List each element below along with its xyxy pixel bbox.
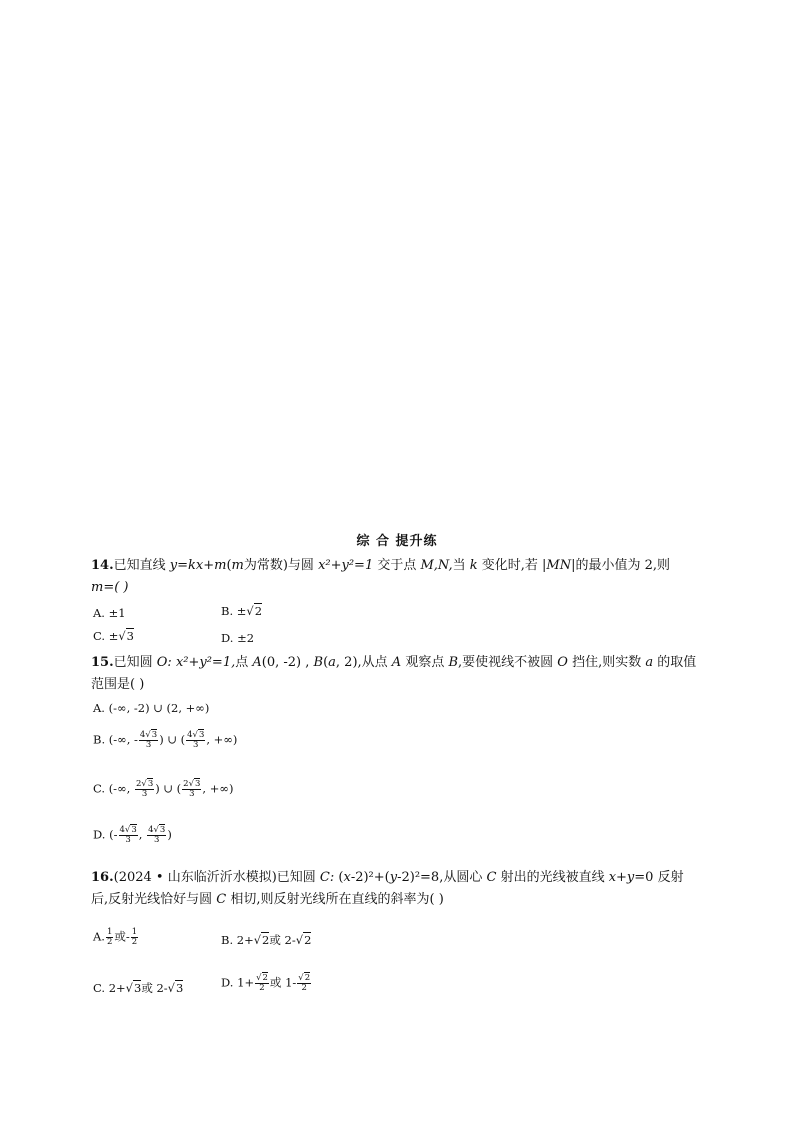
q15-A: A [252, 655, 262, 670]
frac-num: 1 [106, 927, 113, 937]
fraction: $\frac{4√3}{3}$ [187, 730, 205, 750]
q15-text-b: 点 [235, 655, 253, 670]
q15-a: a [328, 655, 336, 670]
frac-num: 2 [135, 779, 142, 789]
q16-number: 16. [91, 870, 114, 885]
q16-c-a: C. 2+ [93, 981, 126, 995]
q16-option-d [221, 974, 312, 993]
frac-den: 2 [259, 983, 265, 993]
q16-a-mid: 或- [114, 929, 130, 944]
sqrt-icon: √2 [246, 604, 263, 618]
q15-A2: A [391, 655, 402, 670]
q15-number: 15. [91, 655, 114, 670]
q16-d-a: D. 1+ [221, 975, 255, 990]
q14-text-f: 变化时,若 [477, 558, 543, 573]
fraction: $\frac{2√3}{3}$ [183, 779, 201, 799]
fraction: $\frac{4√3}{3}$ [139, 730, 158, 750]
q15-option-b [93, 731, 237, 750]
section-title: 综 合 提升练 [356, 534, 438, 549]
frac-den: 3 [125, 835, 131, 845]
q15-text-i: 的取值 [653, 655, 697, 670]
q14-option-b [221, 604, 262, 618]
q15-b-a: B. (-∞, - [93, 732, 138, 747]
frac-rad: 3 [131, 825, 137, 835]
q15-line1 [91, 653, 696, 673]
frac-num: 4 [139, 730, 146, 740]
frac-num: 4 [148, 825, 154, 835]
q16-text-b: ( [334, 870, 344, 885]
frac-rad: 3 [198, 730, 205, 740]
frac-rad: 3 [147, 779, 154, 789]
sqrt-icon: √2 [253, 933, 270, 947]
q14-text-b: ( [226, 558, 232, 573]
q15-text-f: 观察点 [401, 655, 449, 670]
q15-d-b: , [138, 827, 147, 842]
q16-d-b: 或 1- [269, 975, 297, 990]
rad: 2 [304, 933, 312, 947]
q15-d-c: ) [167, 827, 172, 842]
q14-line1 [91, 556, 670, 576]
sqrt-icon: √2 [295, 933, 312, 947]
frac-num: 4 [119, 825, 125, 835]
q15-text-h: 挡住,则实数 [567, 655, 646, 670]
q15-circle-eq: x²+y²=1, [171, 655, 236, 670]
q15-B: B [313, 655, 324, 670]
frac-den: 3 [145, 740, 152, 750]
frac-num: 1 [131, 927, 138, 937]
q16-text-a: (2024 • 山东临沂沂水模拟)已知圆 [113, 870, 320, 885]
q14-c-rad: 3 [126, 629, 134, 643]
q15-text-e: , 2),从点 [335, 655, 392, 670]
frac-den: 2 [106, 937, 113, 947]
frac-den: 2 [301, 983, 307, 993]
fraction: $\frac{4√3}{3}$ [119, 825, 137, 845]
q15-c-a: C. (-∞, [93, 781, 134, 796]
q16-C2: C [486, 870, 497, 885]
q16-text-d: -2)²=8,从圆心 [397, 870, 487, 885]
frac-num: 4 [187, 730, 193, 740]
rad: 3 [133, 981, 142, 995]
q16-text-c: -2)²+( [350, 870, 390, 885]
q16-line2 [91, 890, 444, 910]
q15-option-c [93, 780, 233, 799]
frac-den: 3 [141, 789, 148, 799]
q14-points: M,N, [420, 558, 453, 573]
q16-c-b: 或 2- [141, 981, 168, 995]
q14-c-text: C. ± [93, 629, 119, 643]
q14-text-c: 为常数)与圆 [243, 558, 319, 573]
frac-rad: 3 [151, 730, 158, 740]
fraction: $\frac{2√3}{3}$ [135, 779, 154, 799]
fraction: $\frac{4√3}{3}$ [148, 825, 166, 845]
q14-abs: |MN| [542, 558, 576, 573]
frac-rad: 3 [195, 779, 201, 789]
q14-text-g: 的最小值为 2,则 [575, 558, 671, 573]
q16-line1 [91, 868, 684, 888]
q14-option-a: A. ±1 [93, 606, 126, 620]
frac-rad: 2 [262, 973, 268, 983]
q15-O: O: [156, 655, 172, 670]
frac-den: 2 [131, 937, 138, 947]
q14-option-d: D. ±2 [221, 631, 255, 645]
q16-option-c [93, 980, 183, 996]
q16-b-b: 或 2- [269, 933, 296, 947]
frac-den: 3 [193, 740, 199, 750]
q16-a-pre: A. [93, 929, 105, 944]
q15-text-d: ( [323, 655, 329, 670]
q15-d-a: D. (- [93, 827, 118, 842]
frac-den: 3 [154, 835, 160, 845]
sqrt-icon: √3 [125, 981, 142, 995]
q15-line2: 范围是( ) [91, 677, 145, 692]
sqrt-icon: √3 [118, 629, 134, 643]
q14-b-rad: 2 [254, 604, 263, 618]
q14-line-eq: y=kx+m [169, 558, 227, 573]
q16-text-2b: 相切,则反射光线所在直线的斜率为( ) [226, 892, 444, 907]
q14-m: m [231, 558, 244, 573]
frac-rad: 3 [159, 825, 166, 835]
fraction: $\frac{√2}{2}$ [256, 973, 268, 993]
q14-k: k [469, 558, 478, 573]
q15-O2: O [557, 655, 568, 670]
q15-a3: a [645, 655, 654, 670]
q16-option-a [93, 928, 139, 947]
frac-rad: 2 [304, 973, 311, 983]
q16-y: y [389, 870, 398, 885]
rad: 2 [262, 933, 270, 947]
q15-b-c: , +∞) [206, 732, 238, 747]
rad: 3 [176, 981, 184, 995]
q15-c-c: , +∞) [202, 781, 234, 796]
q14-line2: m=( ) [91, 580, 129, 595]
q14-text-a: 已知直线 [113, 558, 170, 573]
q14-text-d: 交于点 [373, 558, 421, 573]
fraction [106, 928, 113, 947]
q15-text-a: 已知圆 [113, 655, 157, 670]
sqrt-icon: √3 [167, 981, 184, 995]
q15-B2: B [448, 655, 459, 670]
fraction [131, 928, 138, 947]
q14-text-e: 当 [452, 558, 470, 573]
q16-text-f: =0 反射 [634, 870, 684, 885]
q15-option-a: A. (-∞, -2) ∪ (2, +∞) [93, 701, 210, 715]
q16-line-eq: x+y [608, 870, 635, 885]
q15-text-g: ,要使视线不被圆 [458, 655, 558, 670]
q14-circle-eq: x²+y²=1 [318, 558, 374, 573]
q16-option-b [221, 932, 311, 948]
fraction: $\frac{√2}{2}$ [298, 973, 311, 993]
q16-x: x [343, 870, 351, 885]
q15-b-b: ) ∪ ( [159, 732, 186, 747]
q16-C3: C [216, 892, 227, 907]
q15-c-b: ) ∪ ( [155, 781, 182, 796]
q16-b-a: B. 2+ [221, 933, 254, 947]
q15-option-d [93, 826, 172, 845]
q14-b-text: B. ± [221, 604, 247, 618]
q16-C: C: [319, 870, 335, 885]
frac-den: 3 [189, 789, 195, 799]
q16-text-e: 射出的光线被直线 [496, 870, 609, 885]
q16-text-2a: 后,反射光线恰好与圆 [91, 892, 217, 907]
q14-option-c [93, 629, 134, 643]
frac-num: 2 [183, 779, 189, 789]
q14-number: 14. [91, 558, 114, 573]
q15-text-c: (0, -2) , [261, 655, 314, 670]
